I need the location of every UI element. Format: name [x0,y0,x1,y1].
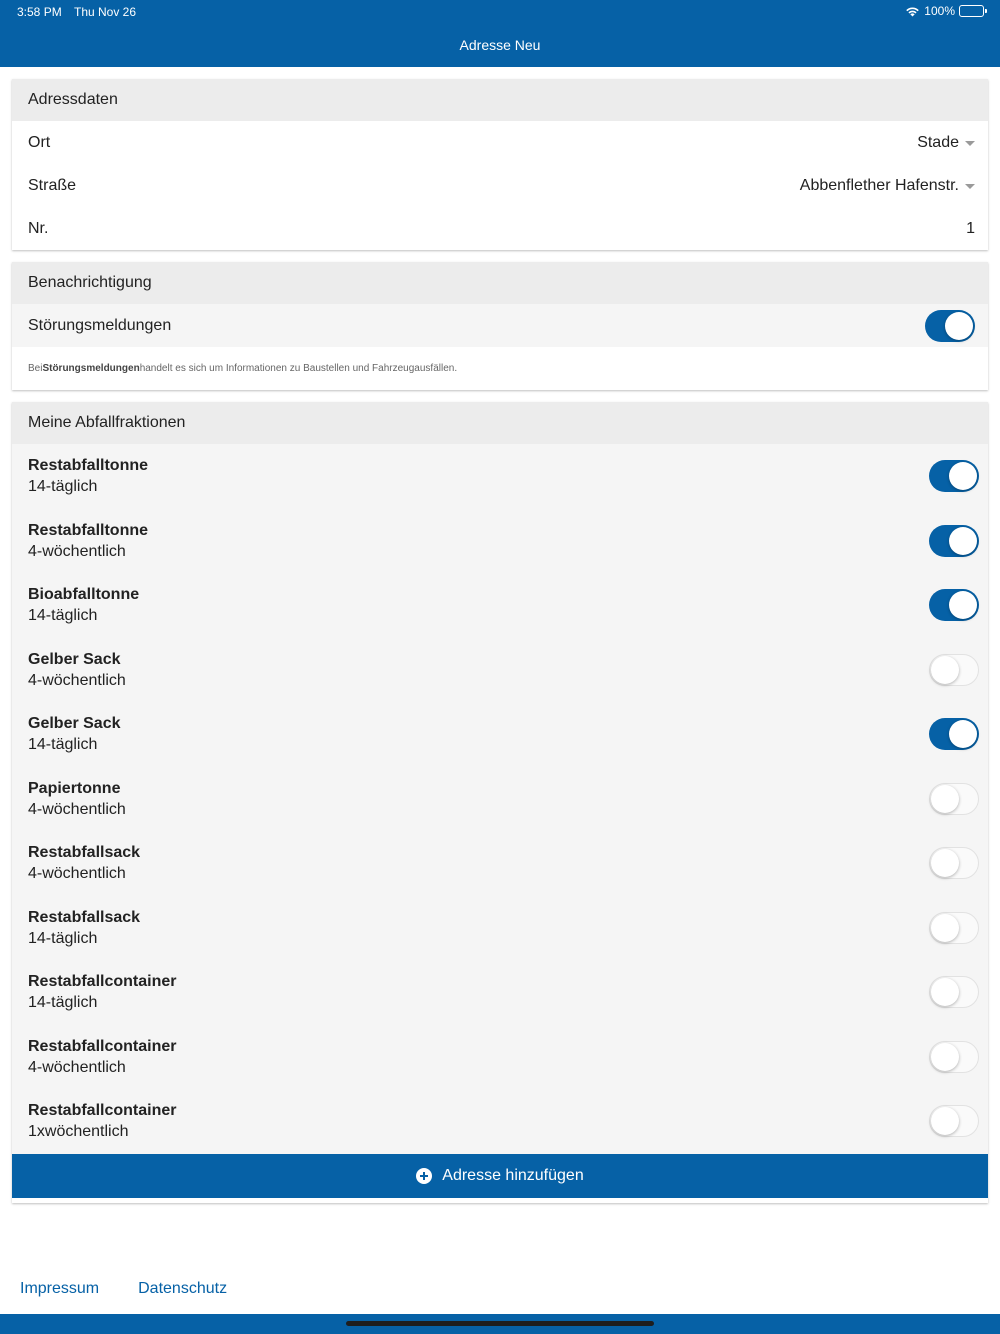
fraction-interval: 14-täglich [28,607,98,625]
list-item [12,444,988,509]
fractions-card [12,402,988,1203]
address-section-header: Adressdaten [12,79,988,121]
fraction-toggle[interactable] [929,460,979,492]
fractions-section-header: Meine Abfallfraktionen [12,402,988,444]
list-item [12,831,988,896]
app-header [0,0,1000,67]
fraction-name: Restabfalltonne [28,521,149,539]
row-value: 1 [966,219,975,237]
fraction-toggle[interactable] [929,783,979,815]
caret-down-icon [965,184,975,189]
fraction-toggle[interactable] [929,525,979,557]
plus-circle-icon [416,1168,432,1184]
footer-links [20,1280,227,1298]
toggle-knob [949,720,977,748]
notification-note [12,347,988,390]
list-item [12,1089,988,1154]
toggle-knob [931,914,959,942]
ort-select[interactable] [917,134,975,152]
fraction-name: Bioabfalltonne [28,586,140,604]
address-card [12,79,988,250]
stoerungsmeldungen-label: Störungsmeldungen [28,316,172,334]
note-suffix: handelt es sich um Informationen zu Baustellen und Fahrzeugausfällen. [139,363,458,374]
add-address-button[interactable] [12,1154,988,1198]
list-item [12,573,988,638]
fraction-list [12,444,988,1154]
list-item [12,702,988,767]
fraction-name: Restabfallcontainer [28,1037,177,1055]
row-value: Stade [917,133,959,151]
status-time: 3:58 PM [17,5,62,19]
notification-section-header: Benachrichtigung [12,262,988,304]
toggle-knob [931,656,959,684]
strasse-select[interactable] [800,177,975,195]
toggle-knob [949,527,977,555]
battery-icon [959,5,984,17]
fraction-toggle[interactable] [929,589,979,621]
address-row-nr[interactable] [12,207,988,250]
list-item [12,1025,988,1090]
list-item [12,638,988,703]
fraction-interval: 4-wöchentlich [28,1058,126,1076]
list-item [12,896,988,961]
row-label: Ort [28,133,51,151]
fraction-interval: 4-wöchentlich [28,800,126,818]
impressum-link[interactable]: Impressum [20,1280,100,1297]
battery-percent: 100% [924,4,955,18]
stoerungsmeldungen-toggle[interactable] [925,310,975,342]
fraction-interval: 4-wöchentlich [28,865,126,883]
fraction-toggle[interactable] [929,718,979,750]
address-row-ort[interactable] [12,121,988,164]
fraction-toggle[interactable] [929,847,979,879]
wifi-icon [905,6,920,17]
toggle-knob [949,462,977,490]
fraction-name: Gelber Sack [28,715,121,733]
toggle-knob [949,591,977,619]
stoerungsmeldungen-row [12,304,988,347]
status-date: Thu Nov 26 [74,5,137,19]
bottom-bar [0,1314,1000,1334]
fraction-toggle[interactable] [929,654,979,686]
status-right [905,4,984,18]
fraction-toggle[interactable] [929,1105,979,1137]
fraction-interval: 1xwöchentlich [28,1123,129,1141]
fraction-name: Restabfallcontainer [28,1102,177,1120]
list-item [12,509,988,574]
fraction-interval: 14-täglich [28,994,98,1012]
fraction-name: Restabfalltonne [28,457,149,475]
fraction-toggle[interactable] [929,1041,979,1073]
add-address-label: Adresse hinzufügen [442,1166,584,1184]
note-prefix: Bei [28,363,43,374]
note-bold: Störungsmeldungen [42,363,140,374]
notification-card [12,262,988,390]
home-indicator[interactable] [346,1321,654,1326]
page-title: Adresse Neu [459,37,541,53]
list-item [12,767,988,832]
nr-input[interactable] [966,220,975,238]
row-value: Abbenflether Hafenstr. [799,176,959,194]
fraction-interval: 14-täglich [28,929,98,947]
list-item [12,960,988,1025]
fraction-name: Restabfallsack [28,908,141,926]
fraction-toggle[interactable] [929,912,979,944]
fraction-name: Gelber Sack [28,650,121,668]
toggle-knob [931,978,959,1006]
fraction-interval: 14-täglich [28,736,98,754]
toggle-knob [931,1043,959,1071]
row-label: Straße [28,176,77,194]
address-row-strasse[interactable] [12,164,988,207]
fraction-toggle[interactable] [929,976,979,1008]
row-label: Nr. [28,219,49,237]
toggle-knob [945,312,973,340]
fraction-name: Restabfallsack [28,844,141,862]
toggle-knob [931,785,959,813]
fraction-name: Papiertonne [28,779,121,797]
card-bottom [12,1198,988,1203]
toggle-knob [931,1107,959,1135]
datenschutz-link[interactable]: Datenschutz [138,1280,228,1297]
fraction-interval: 4-wöchentlich [28,671,126,689]
caret-down-icon [965,141,975,146]
fraction-interval: 4-wöchentlich [28,542,126,560]
status-bar [0,0,1000,24]
fraction-name: Restabfallcontainer [28,973,177,991]
toggle-knob [931,849,959,877]
fraction-interval: 14-täglich [28,478,98,496]
